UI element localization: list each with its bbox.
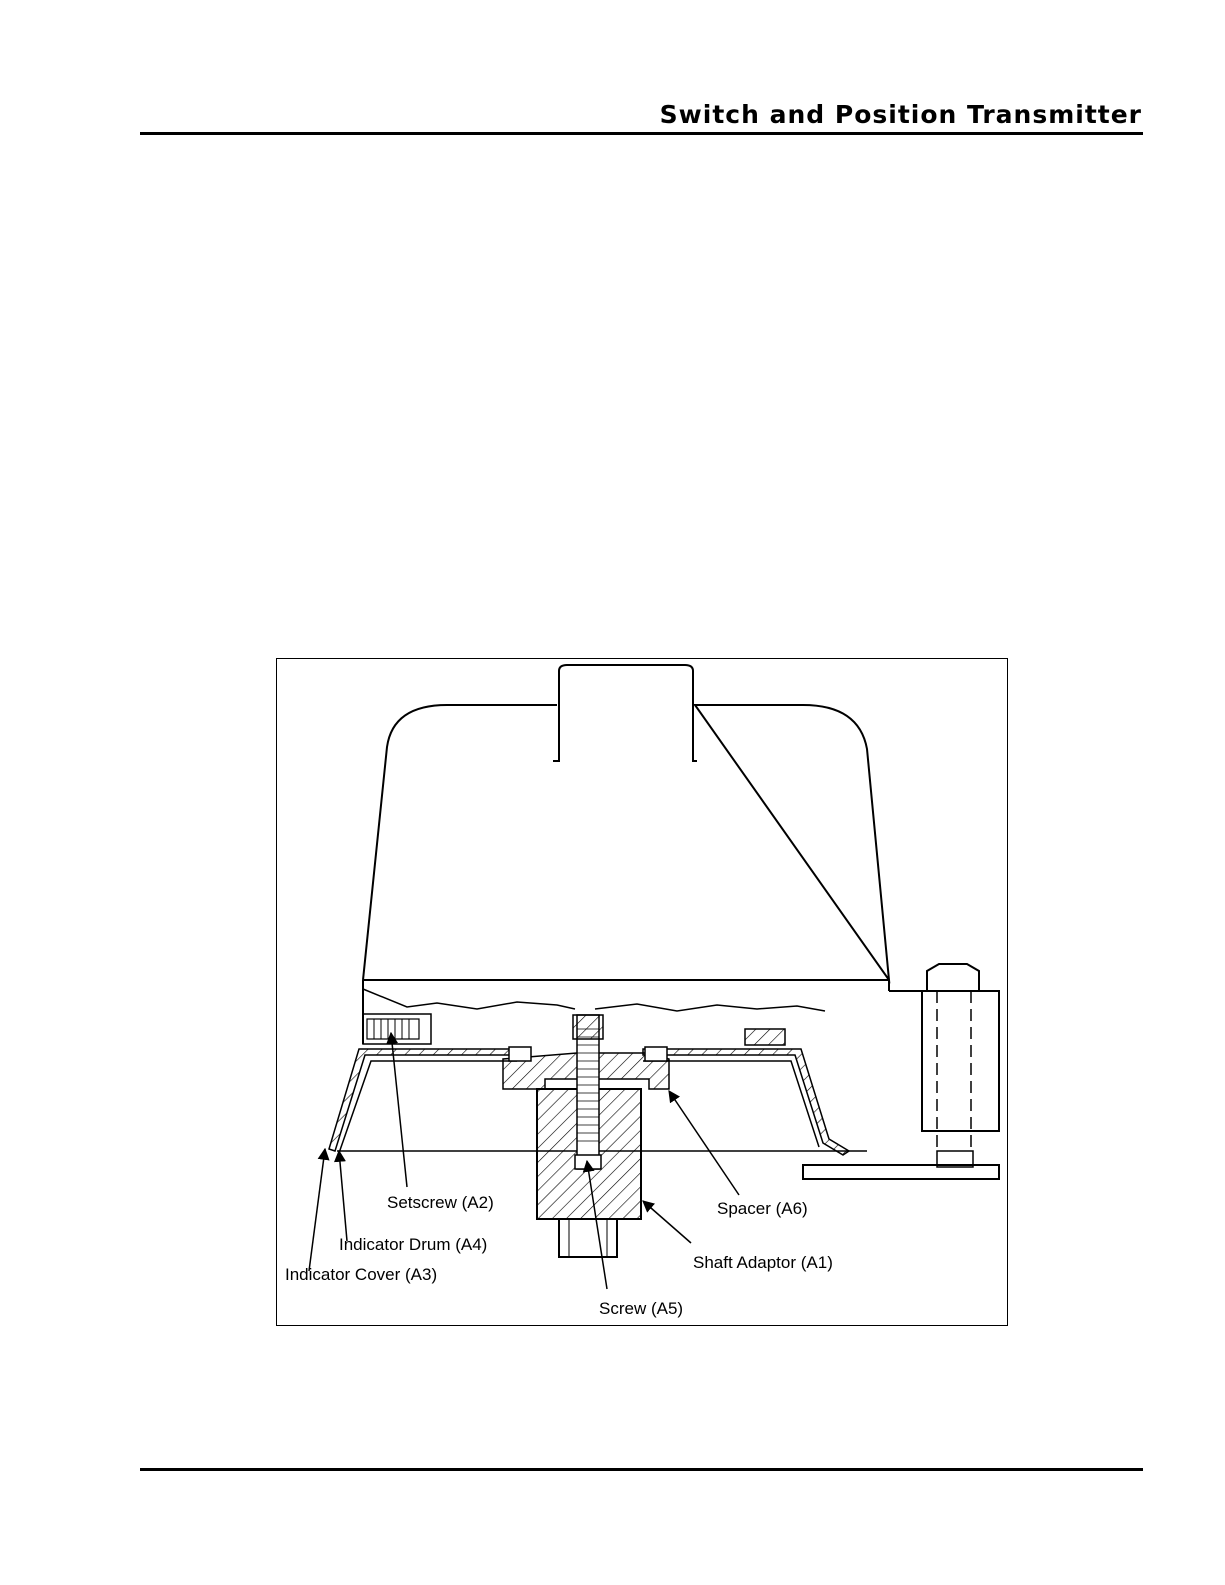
bolt-head — [927, 964, 979, 991]
callout-screw: Screw (A5) — [599, 1299, 684, 1318]
callout-setscrew: Setscrew (A2) — [387, 1193, 494, 1212]
assembly-drawing — [277, 659, 1009, 1327]
assembly-figure — [276, 658, 1008, 1326]
housing-body — [363, 705, 889, 980]
callout-spacer: Spacer (A6) — [717, 1199, 808, 1218]
callout-indicator-cover: Indicator Cover (A3) — [285, 1265, 438, 1284]
callout-indicator-drum: Indicator Drum (A4) — [339, 1235, 488, 1254]
callout-shaft-adaptor: Shaft Adaptor (A1) — [693, 1253, 833, 1272]
top-tab — [553, 665, 697, 761]
header-rule — [140, 132, 1143, 135]
break-line — [363, 989, 825, 1011]
indicator-cover-right — [643, 1049, 849, 1155]
page-title: Switch and Position Transmitter — [659, 100, 1142, 129]
bolt-body — [922, 991, 999, 1131]
footer-rule — [140, 1468, 1143, 1471]
indicator-drum-left — [339, 1061, 517, 1153]
